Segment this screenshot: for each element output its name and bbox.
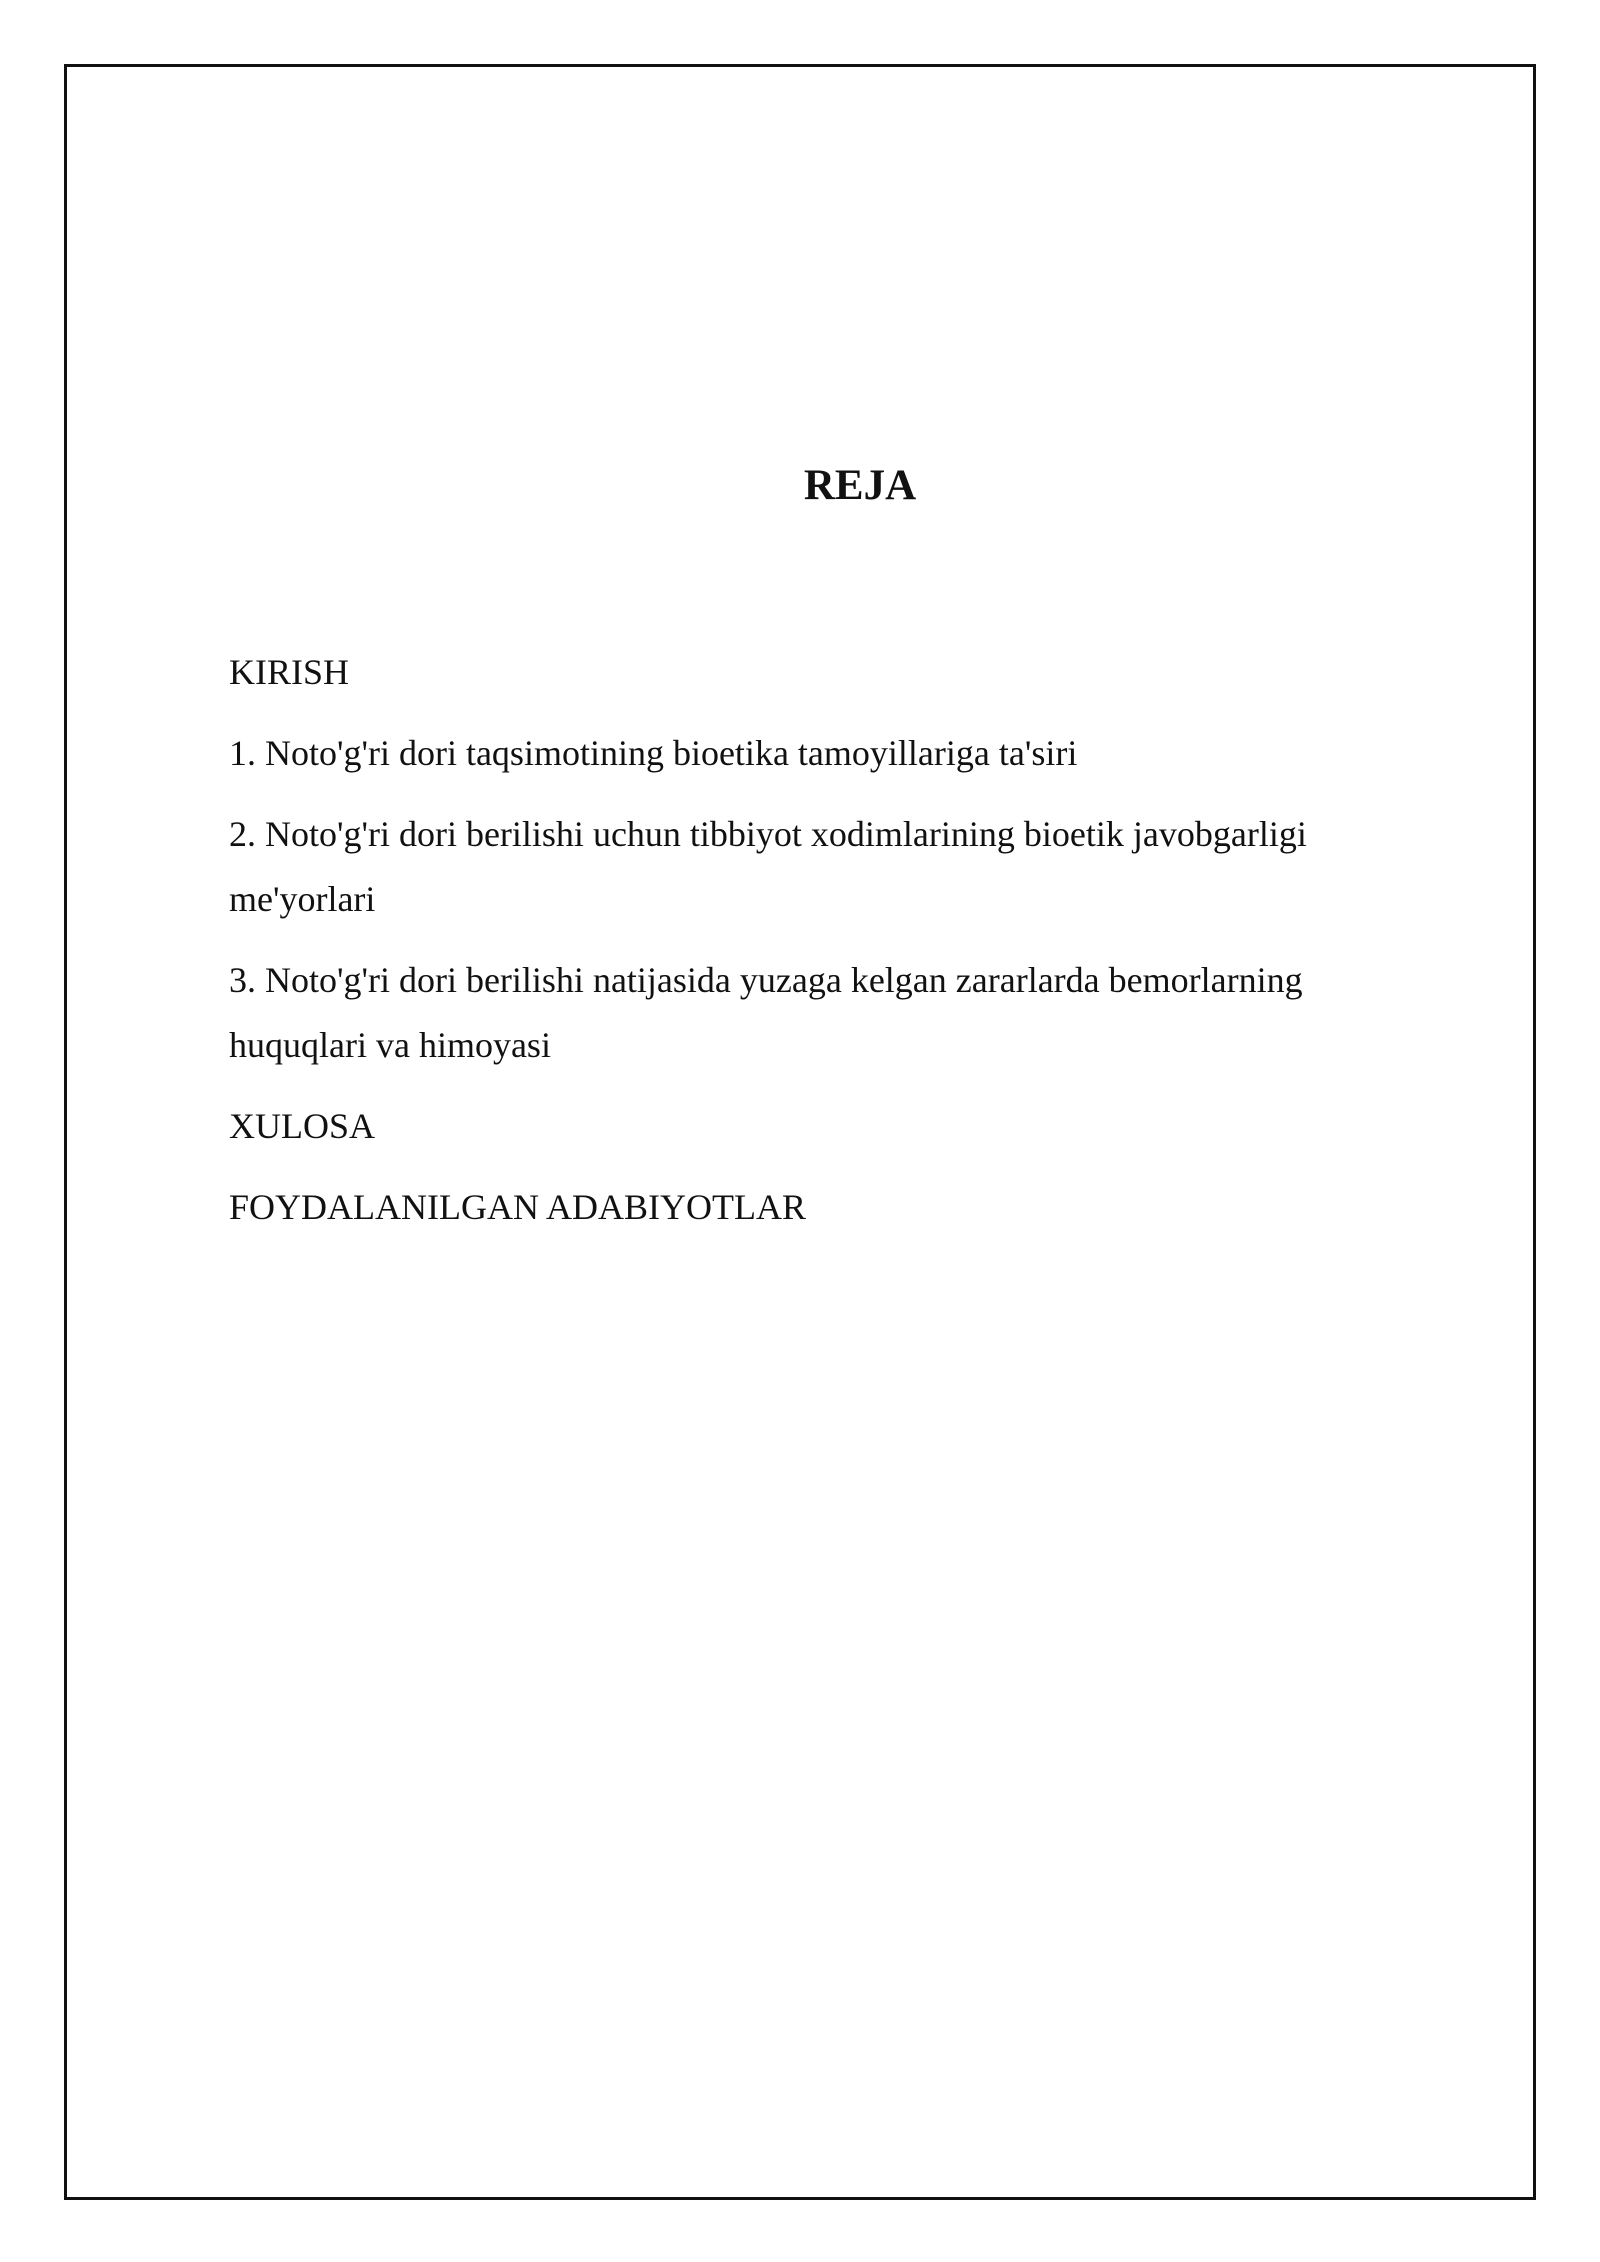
document-title: REJA [803,462,917,509]
table-of-contents [229,640,1389,1256]
toc-item-introduction: KIRISH [229,652,350,692]
toc-item-conclusion: XULOSA [229,1106,376,1146]
toc-item-references: FOYDALANILGAN ADABIYOTLAR [229,1187,806,1227]
toc-item-section-1: 1. Noto'g'ri dori taqsimotining bioetika tamoyillariga ta'siri [229,733,1078,773]
toc-item-section-2: 2. Noto'g'ri dori berilishi uchun tibbiyot xodimlarining bioetik javobgarligi me'yorlari [229,814,1307,919]
toc-item-section-3: 3. Noto'g'ri dori berilishi natijasida yuzaga kelgan zararlarda bemorlarning huquqlari va himoyasi [229,960,1303,1065]
